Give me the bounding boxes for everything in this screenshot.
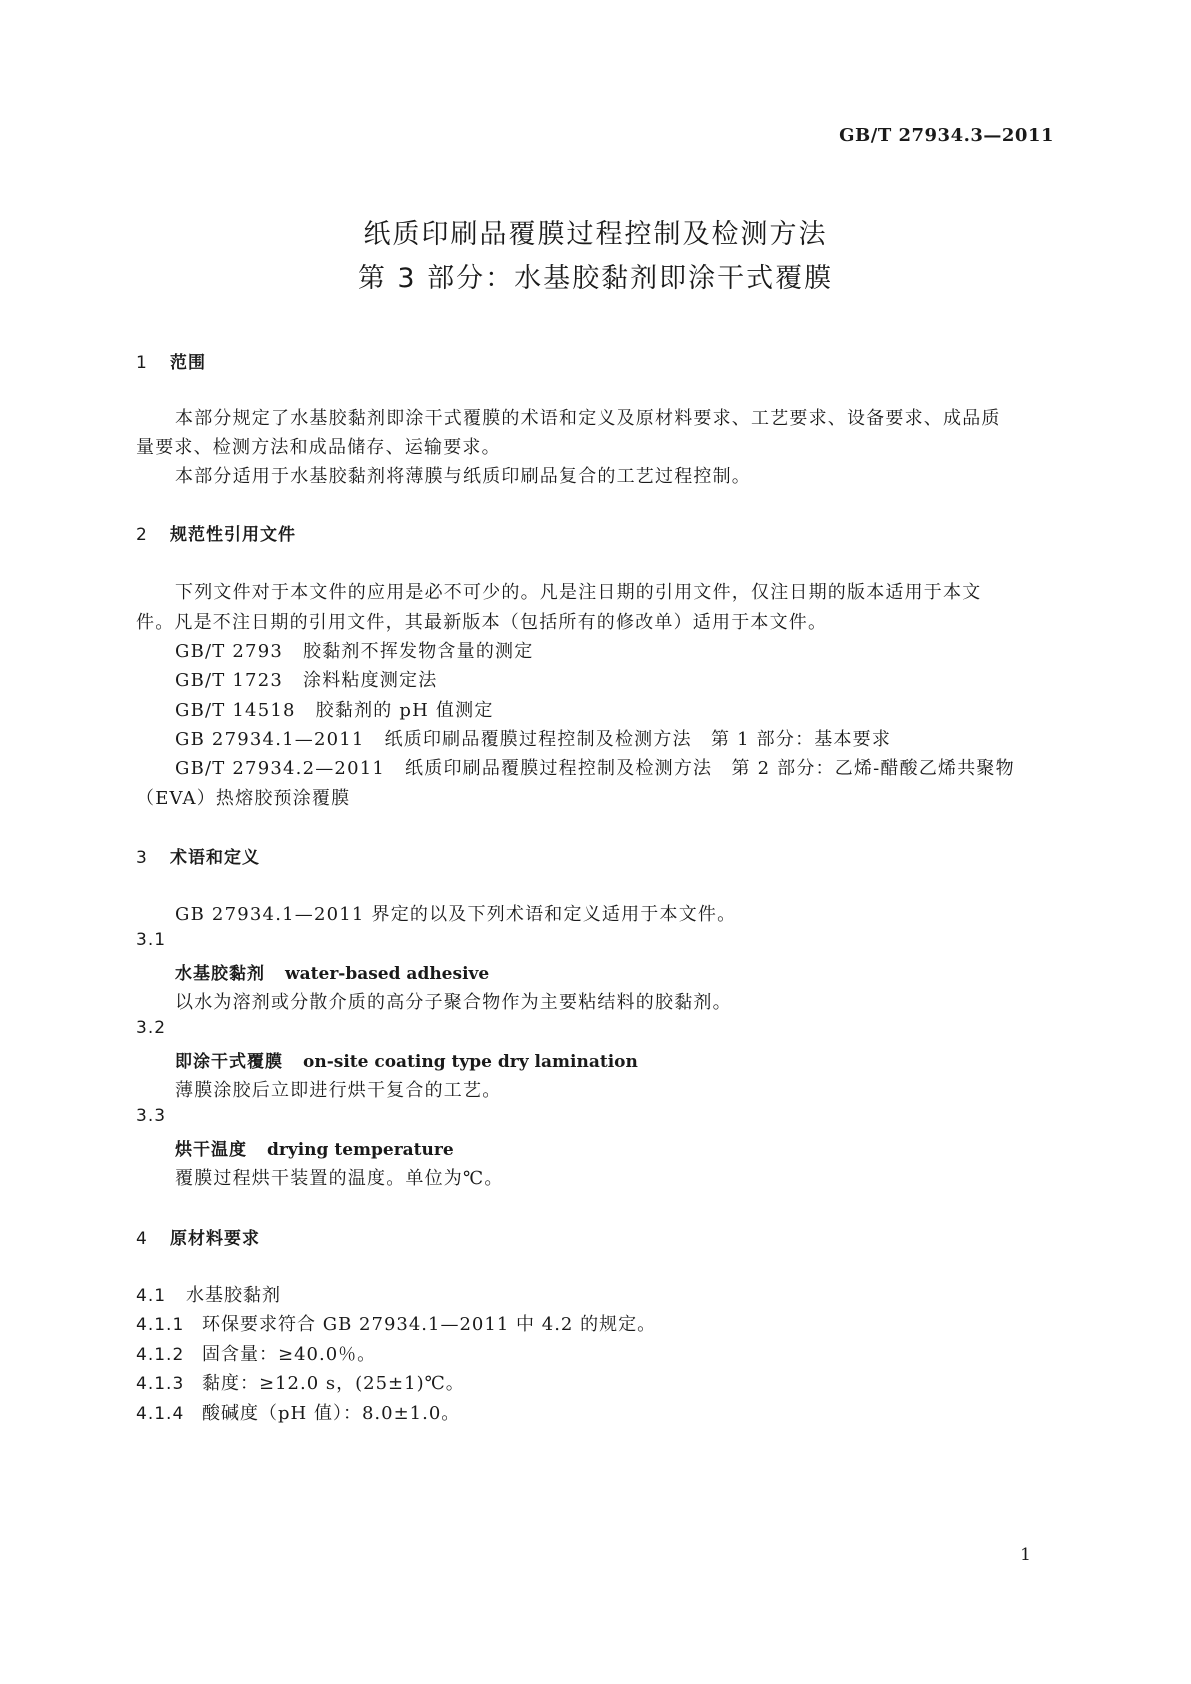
term-definition: 以水为溶剂或分散介质的高分子聚合物作为主要粘结料的胶黏剂。 bbox=[175, 992, 732, 1013]
clause-item bbox=[136, 1399, 460, 1425]
section-number: 4 bbox=[136, 1229, 148, 1249]
term-number: 3.3 bbox=[136, 1106, 167, 1126]
term-entry bbox=[175, 1047, 638, 1072]
reference-code: GB/T 27934.2—2011 bbox=[175, 758, 386, 779]
term-en: drying temperature bbox=[267, 1140, 454, 1160]
section-heading-scope bbox=[136, 348, 206, 373]
reference-title: 胶黏剂不挥发物含量的测定 bbox=[303, 641, 534, 662]
term-en: water-based adhesive bbox=[285, 964, 490, 984]
clause-item bbox=[136, 1340, 376, 1366]
section-title: 原材料要求 bbox=[170, 1229, 260, 1249]
term-definition: 覆膜过程烘干装置的温度。单位为℃。 bbox=[175, 1168, 504, 1189]
reference-continuation: （EVA）热熔胶预涂覆膜 bbox=[136, 788, 351, 809]
reference-item bbox=[175, 637, 533, 663]
reference-code: GB/T 1723 bbox=[175, 670, 284, 691]
paragraph-line: 本部分规定了水基胶黏剂即涂干式覆膜的术语和定义及原材料要求、工艺要求、设备要求、成品质 bbox=[175, 408, 1001, 429]
reference-code: GB/T 2793 bbox=[175, 641, 284, 662]
paragraph-line: 下列文件对于本文件的应用是必不可少的。凡是注日期的引用文件，仅注日期的版本适用于本文 bbox=[175, 582, 982, 603]
clause-text: 酸碱度（pH 值）：8.0±1.0。 bbox=[202, 1403, 461, 1424]
reference-title: 涂料粘度测定法 bbox=[303, 670, 438, 691]
section-title: 术语和定义 bbox=[170, 848, 260, 868]
reference-title: 纸质印刷品覆膜过程控制及检测方法 第 1 部分：基本要求 bbox=[384, 729, 892, 750]
clause-number: 4.1.2 bbox=[136, 1345, 185, 1365]
section-heading-normative-references bbox=[136, 520, 296, 545]
standard-code: GB/T 27934.3—2011 bbox=[839, 125, 1054, 146]
clause-text: 水基胶黏剂 bbox=[186, 1285, 281, 1306]
section-number: 3 bbox=[136, 848, 148, 868]
term-zh: 水基胶黏剂 bbox=[175, 964, 265, 984]
section-number: 2 bbox=[136, 525, 148, 545]
clause-text: 环保要求符合 GB 27934.1—2011 中 4.2 的规定。 bbox=[202, 1314, 657, 1335]
section-heading-terms-definitions bbox=[136, 843, 260, 868]
paragraph-line: 本部分适用于水基胶黏剂将薄膜与纸质印刷品复合的工艺过程控制。 bbox=[175, 466, 751, 487]
term-entry bbox=[175, 1135, 454, 1160]
document-title-line1: 纸质印刷品覆膜过程控制及检测方法 bbox=[363, 219, 828, 250]
reference-item bbox=[175, 696, 494, 722]
section-title: 范围 bbox=[170, 353, 206, 373]
term-en: on-site coating type dry lamination bbox=[303, 1052, 638, 1072]
reference-item bbox=[175, 666, 437, 692]
document-title-line2: 第 3 部分：水基胶黏剂即涂干式覆膜 bbox=[357, 263, 834, 294]
section-title: 规范性引用文件 bbox=[170, 525, 296, 545]
reference-title: 纸质印刷品覆膜过程控制及检测方法 第 2 部分：乙烯-醋酸乙烯共聚物 bbox=[405, 758, 1015, 779]
reference-code: GB/T 14518 bbox=[175, 700, 296, 721]
clause-number: 4.1.1 bbox=[136, 1315, 185, 1335]
page-number: 1 bbox=[1020, 1545, 1031, 1565]
section-heading-raw-materials bbox=[136, 1224, 260, 1249]
clause-number: 4.1.3 bbox=[136, 1374, 185, 1394]
clause-number: 4.1.4 bbox=[136, 1404, 185, 1424]
term-zh: 烘干温度 bbox=[175, 1140, 247, 1160]
term-entry bbox=[175, 959, 489, 984]
paragraph-line: 件。凡是不注日期的引用文件，其最新版本（包括所有的修改单）适用于本文件。 bbox=[136, 612, 828, 633]
term-number: 3.1 bbox=[136, 930, 167, 950]
paragraph-line: 量要求、检测方法和成品储存、运输要求。 bbox=[136, 437, 501, 458]
clause-text: 固含量：≥40.0％。 bbox=[202, 1344, 377, 1365]
term-number: 3.2 bbox=[136, 1018, 167, 1038]
reference-code: GB 27934.1—2011 bbox=[175, 729, 365, 750]
term-zh: 即涂干式覆膜 bbox=[175, 1052, 283, 1072]
reference-item bbox=[175, 725, 891, 751]
clause-item bbox=[136, 1310, 656, 1336]
term-definition: 薄膜涂胶后立即进行烘干复合的工艺。 bbox=[175, 1080, 502, 1101]
clause-number: 4.1 bbox=[136, 1286, 167, 1306]
reference-title: 胶黏剂的 pH 值测定 bbox=[315, 700, 494, 721]
paragraph-line: GB 27934.1—2011 界定的以及下列术语和定义适用于本文件。 bbox=[175, 904, 737, 925]
clause-text: 黏度：≥12.0 s，(25±1)℃。 bbox=[202, 1373, 465, 1394]
clause-item bbox=[136, 1281, 281, 1307]
section-number: 1 bbox=[136, 353, 148, 373]
clause-item bbox=[136, 1369, 465, 1395]
reference-item bbox=[175, 754, 1015, 780]
